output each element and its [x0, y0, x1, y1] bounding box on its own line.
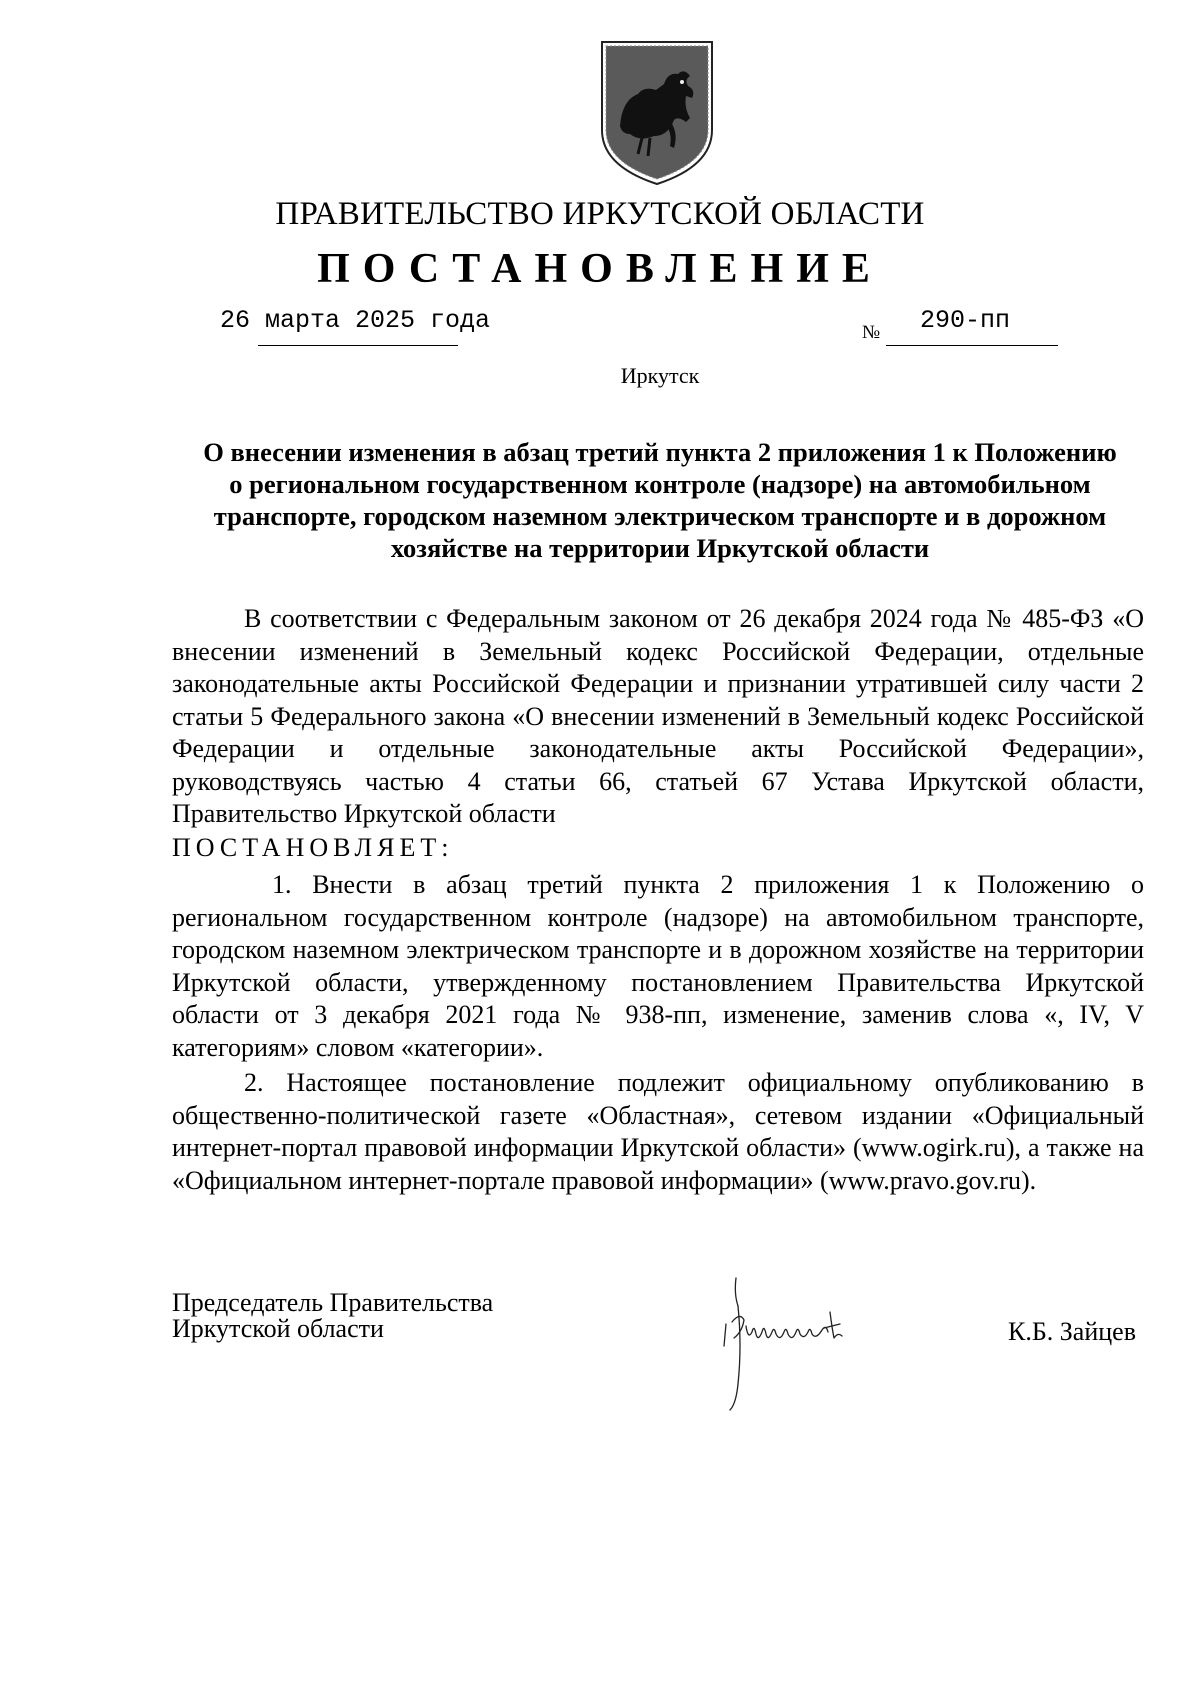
item-1-paragraph: 1. Внести в абзац третий пункта 2 приложения 1 к Положению о региональном государственном контроле (надзоре) на автомобильном транспорте, городском наземном электрическом транспорте и в дорожном хозяйстве на территории Иркутской области, утвержденному постановлением Правительства Иркутской области от 3 декабря 2021 года № 938-пп, изменение, заменив слова «, IV, V категориям» словом «категории».	[172, 870, 1144, 1062]
preamble-paragraph: В соответствии с Федеральным законом от 26 декабря 2024 года № 485-ФЗ «О внесении изменений в Земельный кодекс Российской Федерации, отдельные законодательные акты Российской Федерации и признании утратившей силу части 2 статьи 5 Федерального закона «О внесении изменений в Земельный кодекс Российской Федерации и отдельные законодательные акты Российской Федерации», руководствуясь частью 4 статьи 66, статьей 67 Устава Иркутской области, Правительство Иркутской области	[172, 604, 1144, 828]
document-date: 26 марта 2025 года	[220, 306, 491, 335]
signatory-position	[172, 1290, 493, 1342]
document-title: О внесении изменения в абзац третий пункта 2 приложения 1 к Положению о региональном государственном контроле (надзоре) на автомобильном транспорте, городском наземном электрическом транспорте и в дорожном хозяйстве на территории Иркутской области	[203, 437, 1117, 563]
signatory-name: К.Б. Зайцев	[1008, 1317, 1136, 1346]
coat-of-arms-icon	[598, 38, 716, 188]
organization-name: ПРАВИТЕЛЬСТВО ИРКУТСКОЙ ОБЛАСТИ	[275, 196, 925, 232]
handwritten-signature	[710, 1276, 920, 1421]
signatory-position-line-1: Председатель Правительства	[172, 1288, 494, 1317]
signatory-position-line-2: Иркутской области	[172, 1314, 384, 1343]
date-underline	[258, 345, 458, 346]
document-type: ПОСТАНОВЛЕНИЕ	[317, 246, 883, 292]
document-number: 290-пп	[920, 306, 1011, 335]
city: Иркутск	[620, 363, 700, 388]
resolves-heading: ПОСТАНОВЛЯЕТ:	[172, 833, 454, 862]
number-sign: №	[862, 322, 881, 343]
number-underline	[886, 345, 1058, 346]
item-2-paragraph: 2. Настоящее постановление подлежит официальному опубликованию в общественно-политической газете «Областная», сетевом издании «Официальный интернет-портал правовой информации Иркутской области» (www.ogirk.ru), а также на «Официальном интернет-портале правовой информации» (www.pravo.gov.ru).	[172, 1068, 1144, 1195]
